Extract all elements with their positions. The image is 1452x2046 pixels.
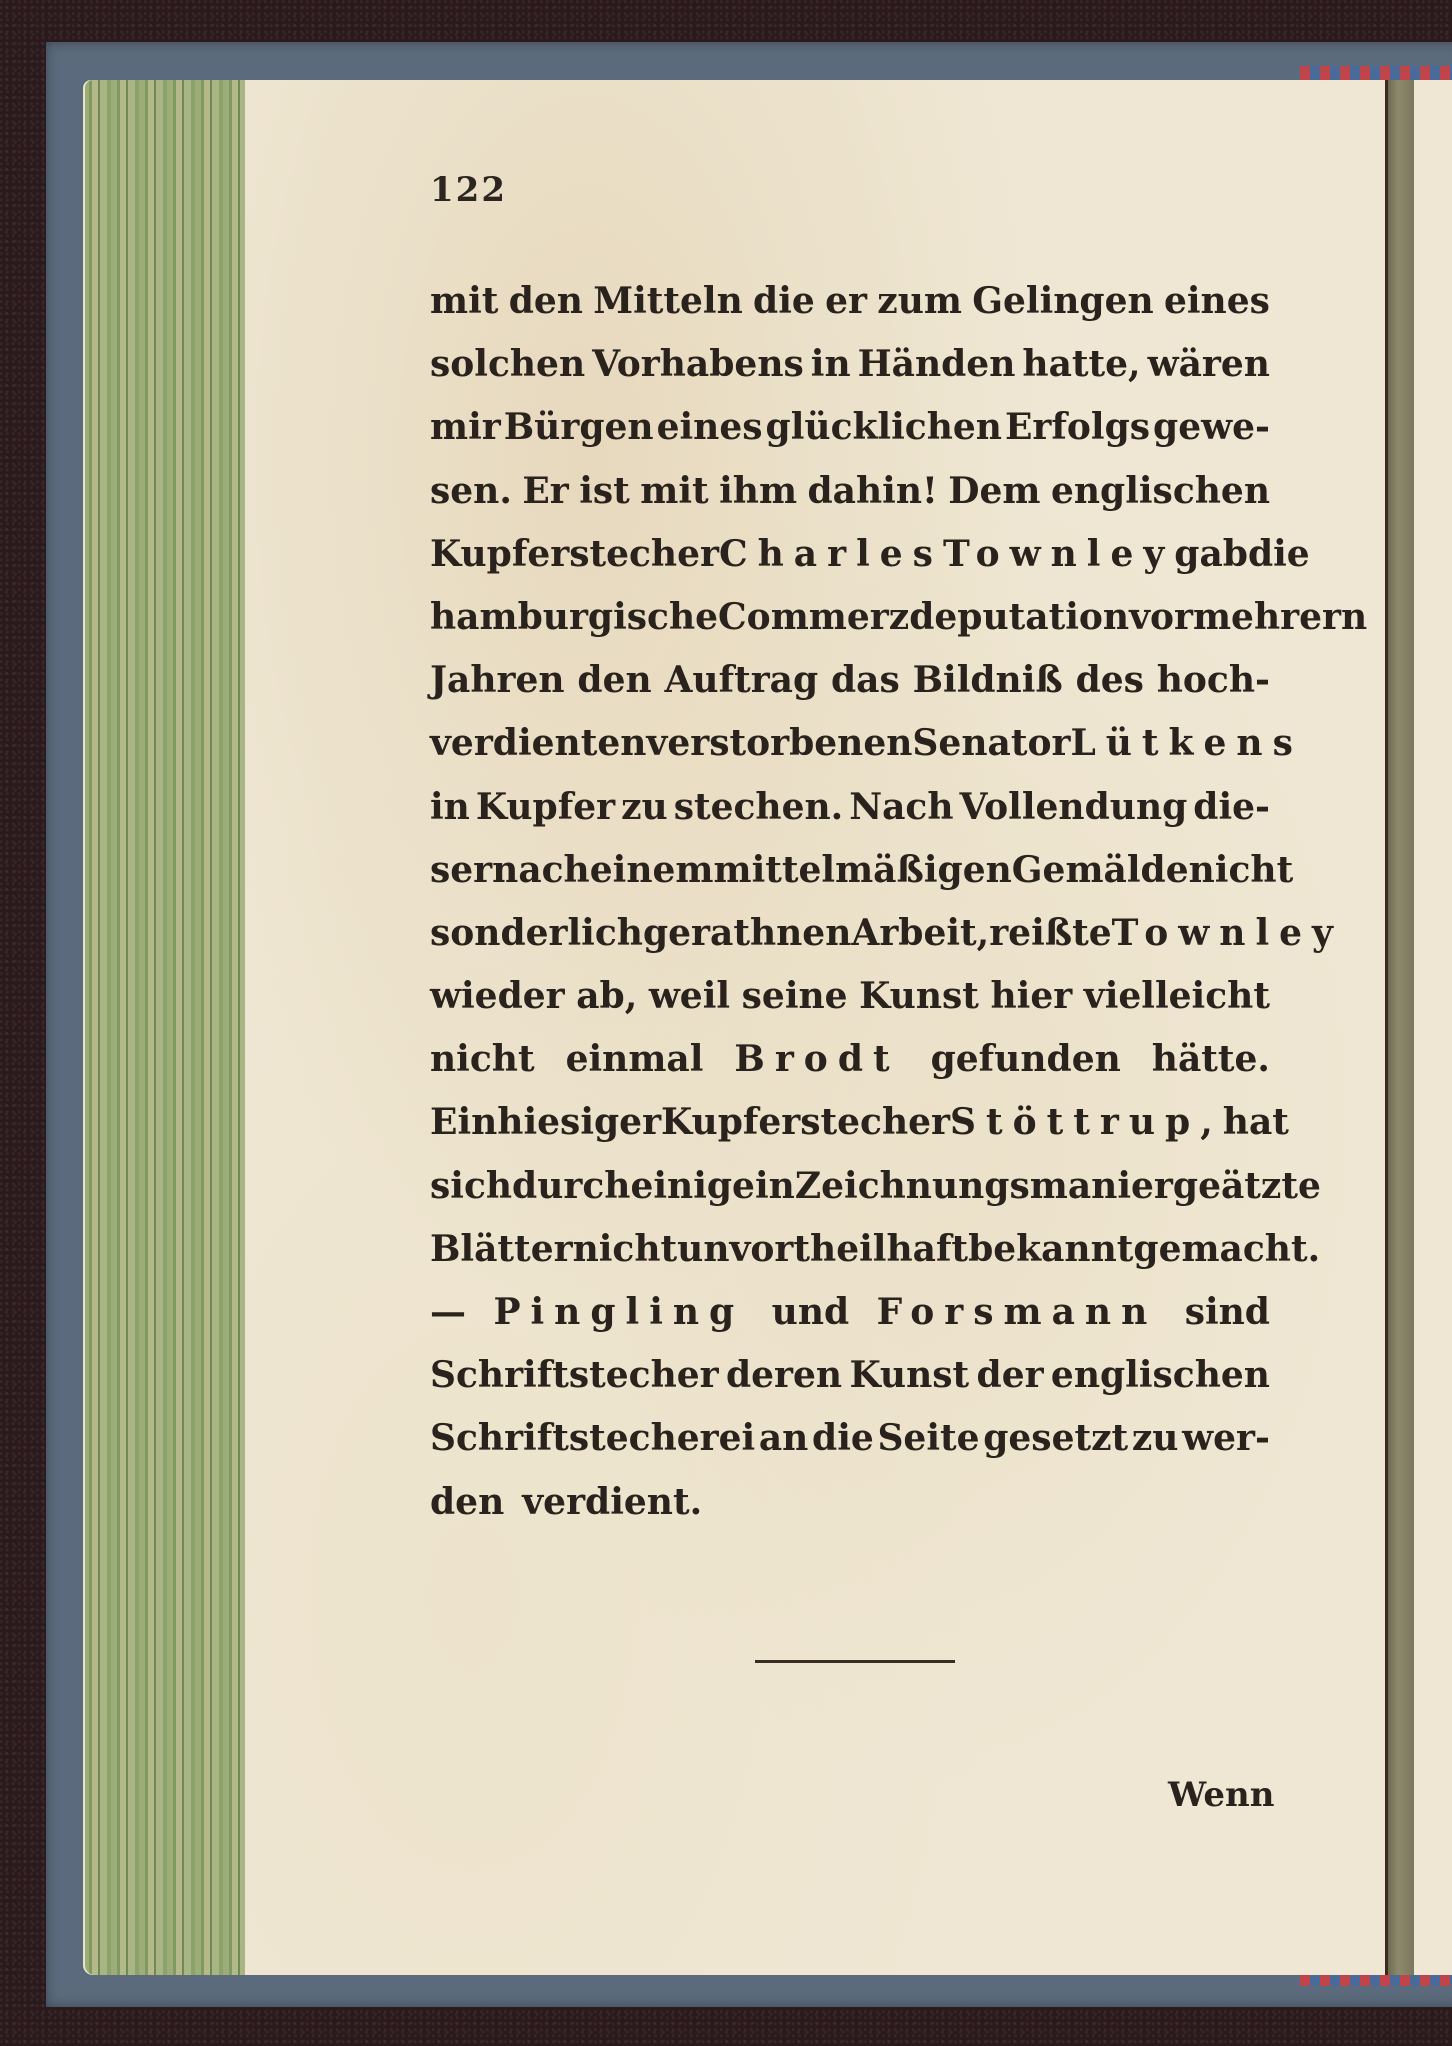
- text-line: [430, 1407, 1270, 1470]
- text-line: [430, 839, 1294, 902]
- word: Ein: [430, 1101, 498, 1144]
- word: in: [754, 1164, 795, 1207]
- word: Kunst: [859, 975, 979, 1018]
- word: Händen: [857, 343, 1016, 386]
- text-line: [430, 1091, 1289, 1154]
- word: unvortheilhaft: [677, 1227, 969, 1270]
- text-line: [430, 1218, 1321, 1281]
- word: sen.: [430, 469, 512, 512]
- word: mittelmäßigen: [713, 848, 1012, 891]
- word: vielleicht: [1083, 975, 1270, 1018]
- word: Senator: [912, 722, 1071, 765]
- word: bekannt: [968, 1227, 1134, 1270]
- word: verdient.: [522, 1480, 703, 1523]
- word: vor: [1129, 595, 1193, 638]
- word: nicht: [430, 1038, 535, 1081]
- word: ser: [430, 848, 493, 891]
- page-fore-edge: [83, 80, 248, 1975]
- word: mit: [430, 280, 499, 322]
- word: hiesiger: [497, 1101, 662, 1144]
- word: verstorbenen: [646, 722, 913, 765]
- text-line: [430, 523, 1310, 586]
- word: zum: [877, 280, 962, 322]
- word: stechen.: [673, 785, 844, 828]
- word: gefunden: [930, 1038, 1121, 1081]
- word: hamburgische: [430, 595, 719, 638]
- text-line: [430, 1281, 1270, 1344]
- word: hatte,: [1022, 343, 1141, 386]
- word: —: [430, 1291, 466, 1333]
- word: deren: [725, 1354, 843, 1397]
- word: nach: [492, 848, 590, 891]
- word: ab,: [576, 975, 638, 1018]
- word: hoch-: [1156, 659, 1270, 702]
- word: geätzte: [1172, 1164, 1321, 1207]
- word: die-: [1193, 785, 1270, 828]
- text-line: [430, 270, 1270, 333]
- word: nicht: [1188, 848, 1294, 891]
- word: Bürgen: [503, 406, 654, 449]
- word: Townley: [942, 532, 1175, 575]
- word: Zeichnungsmanier: [794, 1164, 1173, 1207]
- word: Bildniß: [912, 659, 1063, 702]
- word: gerathnen: [642, 911, 852, 954]
- book-gutter: [1388, 80, 1414, 1975]
- word: mehrern: [1192, 595, 1368, 638]
- word: Schriftstecher: [430, 1354, 719, 1397]
- word: seine: [741, 975, 848, 1018]
- word: Gelingen: [972, 280, 1154, 322]
- word: wären: [1147, 343, 1270, 386]
- word: in: [430, 785, 470, 828]
- word: sonderlich: [430, 911, 643, 954]
- word: ist: [579, 469, 630, 512]
- word: Kunst: [849, 1354, 970, 1397]
- word: einem: [589, 848, 714, 891]
- word: Vorhabens: [592, 343, 804, 386]
- word: Jahren: [430, 659, 565, 702]
- word: gesetzt: [983, 1417, 1129, 1460]
- word: zu: [1131, 1417, 1179, 1460]
- word: Nach: [849, 785, 954, 828]
- word: mit: [640, 469, 709, 512]
- text-line: [430, 1344, 1270, 1407]
- word: Kupferstecher: [430, 532, 719, 575]
- word: Dem: [948, 469, 1041, 512]
- word: eines: [656, 406, 763, 449]
- text-line: [430, 396, 1270, 459]
- word: Commerzdeputation: [718, 595, 1130, 638]
- word: Erfolgs: [1004, 406, 1151, 449]
- word: wer-: [1182, 1417, 1270, 1460]
- word: eines: [1163, 280, 1270, 322]
- section-rule: [755, 1660, 955, 1663]
- word: Lütkens: [1070, 722, 1303, 765]
- word: Brodt: [734, 1038, 900, 1081]
- word: hier: [990, 975, 1073, 1018]
- word: den: [577, 659, 652, 702]
- text-line: [430, 712, 1303, 775]
- word: Pingling: [493, 1291, 745, 1333]
- word: gab: [1174, 532, 1248, 575]
- word: dahin!: [807, 469, 938, 512]
- word: sich: [430, 1164, 513, 1207]
- word: Kupfer: [475, 785, 616, 828]
- word: Vollendung: [959, 785, 1188, 828]
- word: reißte: [989, 911, 1112, 954]
- word: einige: [630, 1164, 755, 1207]
- page-number: 122: [430, 170, 507, 210]
- text-line: [430, 776, 1270, 839]
- word: Er: [522, 469, 569, 512]
- word: ihm: [719, 469, 798, 512]
- word: Mitteln: [593, 280, 743, 322]
- word: englischen: [1050, 469, 1270, 512]
- word: Seite: [877, 1417, 980, 1460]
- word: an: [758, 1417, 809, 1460]
- text-line: [430, 649, 1270, 712]
- word: Schriftstecherei: [430, 1417, 756, 1460]
- word: Blätter: [430, 1227, 573, 1270]
- word: gewe-: [1153, 406, 1270, 449]
- word: zu: [621, 785, 668, 828]
- facing-page-edge: [1414, 80, 1452, 1975]
- headband-top: [1300, 66, 1452, 80]
- word: und: [771, 1291, 850, 1333]
- word: die: [753, 280, 815, 322]
- text-line: [430, 1155, 1321, 1218]
- word: die: [812, 1417, 874, 1460]
- word: die: [1247, 532, 1310, 575]
- word: des: [1075, 659, 1144, 702]
- word: Auftrag: [664, 659, 819, 702]
- word: Townley: [1111, 911, 1343, 954]
- word: der: [976, 1354, 1044, 1397]
- word: sind: [1184, 1291, 1270, 1333]
- text-line: [430, 460, 1270, 523]
- word: Kupferstecher: [661, 1101, 951, 1144]
- word: verdienten: [430, 722, 647, 765]
- word: Gemälde: [1011, 848, 1189, 891]
- word: er: [825, 280, 867, 322]
- word: Forsmann: [876, 1291, 1158, 1333]
- word: nicht: [572, 1227, 678, 1270]
- word: durch: [512, 1164, 631, 1207]
- word: den: [430, 1480, 505, 1523]
- text-line: [430, 1471, 1270, 1534]
- text-line: [430, 586, 1368, 649]
- word: hätte.: [1151, 1038, 1270, 1081]
- word: einmal: [565, 1038, 704, 1081]
- word: mir: [430, 406, 501, 449]
- word: das: [831, 659, 900, 702]
- word: glücklichen: [765, 406, 1002, 449]
- text-line: [430, 333, 1270, 396]
- word: hat: [1222, 1101, 1289, 1144]
- word: wieder: [430, 975, 565, 1018]
- text-line: [430, 1028, 1270, 1091]
- word: in: [810, 343, 851, 386]
- body-text: [430, 270, 1368, 1534]
- word: den: [508, 280, 583, 322]
- word: Charles: [718, 532, 943, 575]
- catchword: Wenn: [1168, 1775, 1275, 1815]
- word: Arbeit,: [851, 911, 990, 954]
- word: englischen: [1050, 1354, 1270, 1397]
- word: Stöttrup,: [950, 1101, 1223, 1144]
- word: weil: [648, 975, 731, 1018]
- text-line: [430, 965, 1270, 1028]
- word: gemacht.: [1133, 1227, 1321, 1270]
- text-line: [430, 902, 1343, 965]
- word: solchen: [430, 343, 586, 386]
